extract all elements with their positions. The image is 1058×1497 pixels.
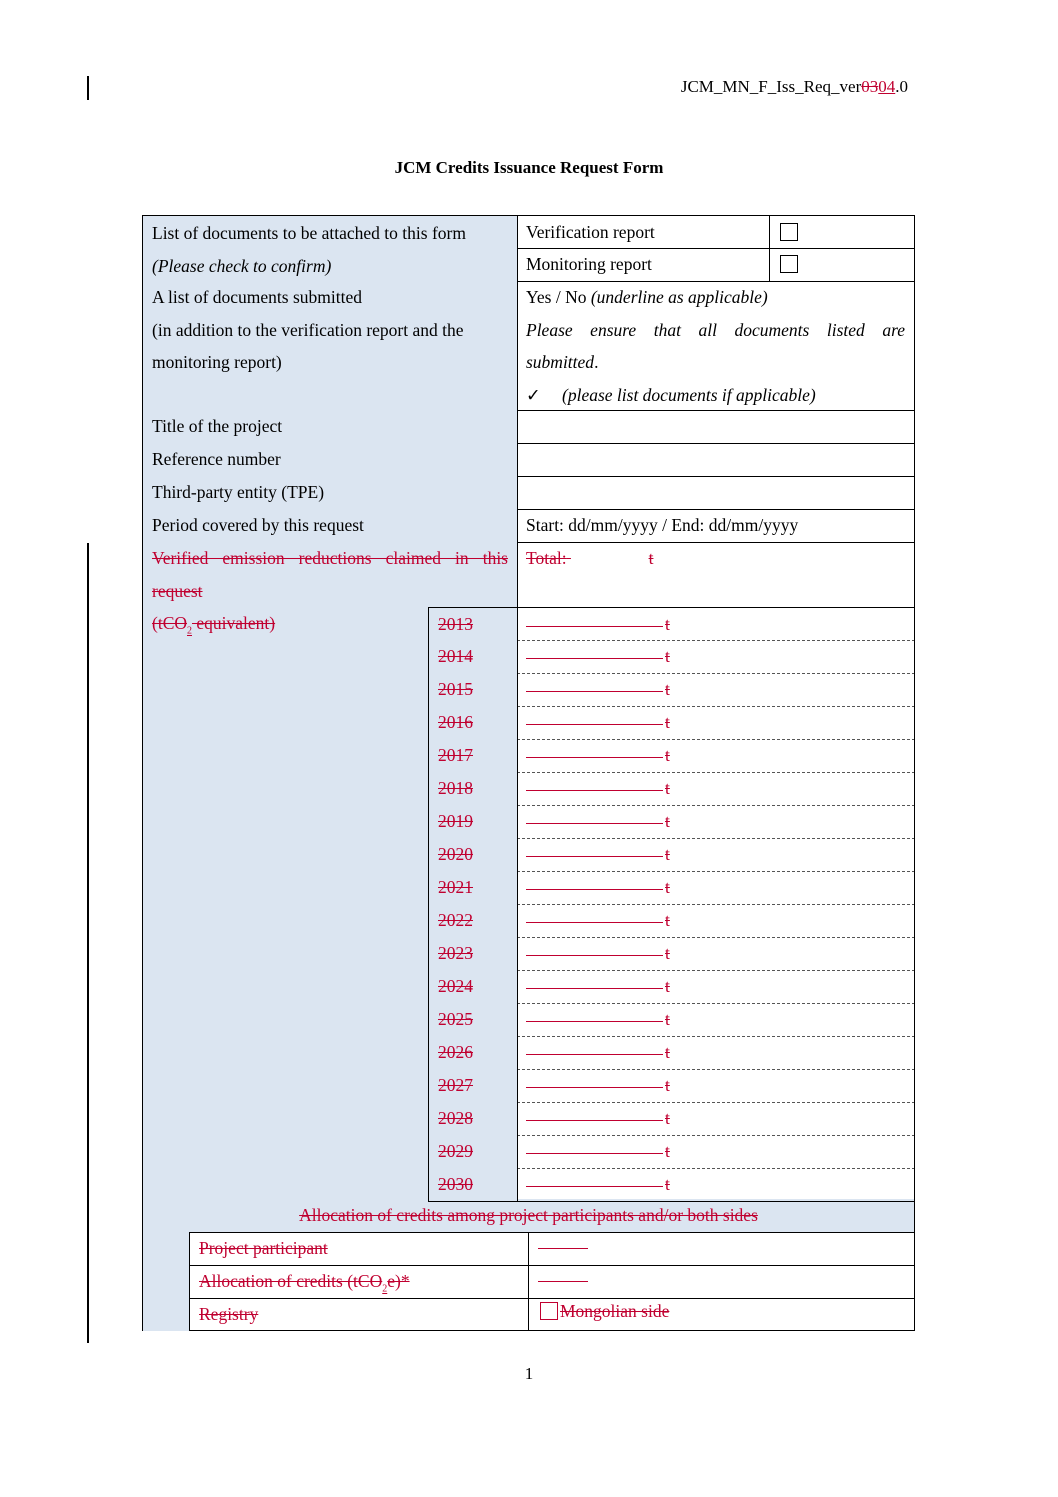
code-inserted-version: 04 xyxy=(878,77,896,96)
yes-no-text[interactable]: Yes / No xyxy=(526,287,591,307)
tpe-label-cell xyxy=(142,476,518,510)
mongolian-side-label: Mongolian side xyxy=(560,1301,670,1321)
year-value-blank xyxy=(526,1152,663,1154)
year-value-blank xyxy=(526,1119,663,1121)
period-value: Start: dd/mm/yyyy / End: dd/mm/yyyy xyxy=(526,515,799,535)
year-value-cell-2016[interactable] xyxy=(517,706,915,740)
emissions-label-line1: Verified emission reductions claimed in this xyxy=(152,548,508,568)
year-value-cell-2020[interactable] xyxy=(517,838,915,872)
year-cell-2029 xyxy=(428,1135,518,1169)
reference-number-value-cell[interactable] xyxy=(517,443,915,477)
year-cell-2018 xyxy=(428,772,518,806)
yes-no-line xyxy=(526,281,905,314)
year-value-unit: t xyxy=(665,679,670,699)
year-value-blank xyxy=(526,987,663,989)
project-participant-value-cell[interactable] xyxy=(528,1232,915,1266)
project-participant-label: Project participant xyxy=(199,1238,328,1258)
submitted-value-cell xyxy=(517,281,915,411)
year-value-blank xyxy=(526,723,663,725)
project-participant-label-cell xyxy=(189,1232,529,1266)
allocation-credits-value-cell[interactable] xyxy=(528,1265,915,1299)
year-value-blank xyxy=(526,690,663,692)
year-value-blank xyxy=(526,789,663,791)
allocation-side-shade xyxy=(142,1232,190,1331)
year-label: 2021 xyxy=(438,877,473,897)
project-participant-blank xyxy=(538,1248,588,1249)
year-cell-2023 xyxy=(428,937,518,971)
submitted-label-line2: (in addition to the verification report and the xyxy=(152,319,464,340)
year-cell-2025 xyxy=(428,1003,518,1037)
ensure-line2: submitted. xyxy=(526,352,599,372)
year-value-unit: t xyxy=(665,976,670,996)
year-value-blank xyxy=(526,954,663,956)
year-label: 2025 xyxy=(438,1009,473,1029)
allocation-heading: Allocation of credits among project participants and/or both sides xyxy=(299,1205,758,1225)
allocation-heading-cell xyxy=(142,1199,915,1233)
year-cell-2028 xyxy=(428,1102,518,1136)
year-value-blank xyxy=(526,1185,663,1187)
year-cell-2024 xyxy=(428,970,518,1004)
period-label-cell xyxy=(142,509,518,543)
monitoring-report-cell xyxy=(517,248,770,282)
year-cell-2030 xyxy=(428,1168,518,1202)
registry-label: Registry xyxy=(199,1304,259,1324)
year-value-blank xyxy=(526,822,663,824)
year-label: 2014 xyxy=(438,646,473,666)
year-cell-2019 xyxy=(428,805,518,839)
year-value-unit: t xyxy=(665,1108,670,1128)
year-value-unit: t xyxy=(665,1075,670,1095)
list-documents-note: (please list documents if applicable) xyxy=(562,384,816,405)
yes-no-note: (underline as applicable) xyxy=(590,287,768,307)
document-code: JCM_MN_F_Iss_Req_ver0304.0 xyxy=(680,77,908,96)
allocation-credits-blank xyxy=(538,1281,588,1282)
total-cell xyxy=(517,542,915,608)
year-value-blank xyxy=(526,888,663,890)
year-value-unit: t xyxy=(665,778,670,798)
year-value-cell-2027[interactable] xyxy=(517,1069,915,1103)
verification-report-cell xyxy=(517,215,770,249)
attachments-label-cell xyxy=(142,215,518,282)
registry-label-cell xyxy=(189,1298,529,1331)
monitoring-report-label: Monitoring report xyxy=(526,254,652,274)
year-label: 2028 xyxy=(438,1108,473,1128)
year-value-cell-2026[interactable] xyxy=(517,1036,915,1070)
year-label: 2017 xyxy=(438,745,473,765)
year-value-unit: t xyxy=(665,811,670,831)
year-value-unit: t xyxy=(665,844,670,864)
year-cell-2027 xyxy=(428,1069,518,1103)
allocation-credits-label: Allocation of credits (tCO$_2$e)* xyxy=(199,1271,410,1295)
project-title-label-cell xyxy=(142,410,518,444)
year-value-cell-2013[interactable] xyxy=(517,607,915,641)
revision-bar-top xyxy=(87,76,89,100)
submitted-label-cell xyxy=(142,281,518,411)
verification-report-label: Verification report xyxy=(526,222,655,242)
monitoring-checkbox-cell xyxy=(769,248,915,282)
year-value-unit: t xyxy=(665,712,670,732)
code-deleted-version: 03 xyxy=(861,77,879,96)
year-value-blank xyxy=(526,625,663,627)
year-value-cell-2028[interactable] xyxy=(517,1102,915,1136)
year-value-cell-2017[interactable] xyxy=(517,739,915,773)
year-value-blank xyxy=(526,756,663,758)
year-label: 2019 xyxy=(438,811,473,831)
revision-bar-side xyxy=(87,543,89,1343)
year-value-cell-2025[interactable] xyxy=(517,1003,915,1037)
year-value-cell-2029[interactable] xyxy=(517,1135,915,1169)
year-value-cell-2021[interactable] xyxy=(517,871,915,905)
year-value-cell-2022[interactable] xyxy=(517,904,915,938)
year-label: 2027 xyxy=(438,1075,473,1095)
year-value-blank xyxy=(526,657,663,659)
year-value-cell-2015[interactable] xyxy=(517,673,915,707)
year-value-blank xyxy=(526,855,663,857)
submitted-label-line3: monitoring report) xyxy=(152,352,282,372)
page-title: JCM Credits Issuance Request Form xyxy=(394,158,664,177)
year-value-unit: t xyxy=(665,646,670,666)
year-label: 2016 xyxy=(438,712,473,732)
attachments-label: List of documents to be attached to this form xyxy=(152,223,466,243)
year-value-blank xyxy=(526,1053,663,1055)
project-title-label: Title of the project xyxy=(152,416,283,436)
total-unit: t xyxy=(648,548,654,568)
year-cell-2022 xyxy=(428,904,518,938)
year-label: 2026 xyxy=(438,1042,473,1062)
year-value-unit: t xyxy=(665,1042,670,1062)
attachments-note: (Please check to confirm) xyxy=(152,255,332,276)
check-mark-icon: ✓ xyxy=(526,384,541,405)
year-value-cell-2023[interactable] xyxy=(517,937,915,971)
year-value-blank xyxy=(526,1020,663,1022)
reference-number-label-cell xyxy=(142,443,518,477)
year-cell-2014 xyxy=(428,640,518,674)
year-value-unit: t xyxy=(665,943,670,963)
ensure-line1: Please ensure that all documents listed are xyxy=(526,319,905,340)
year-label: 2022 xyxy=(438,910,473,930)
year-value-unit: t xyxy=(665,1174,670,1194)
year-cell-2016 xyxy=(428,706,518,740)
year-value-cell-2024[interactable] xyxy=(517,970,915,1004)
year-value-cell-2019[interactable] xyxy=(517,805,915,839)
year-label: 2024 xyxy=(438,976,473,996)
year-label: 2013 xyxy=(438,614,473,634)
submitted-label-line1: A list of documents submitted xyxy=(152,287,362,307)
year-value-unit: t xyxy=(665,910,670,930)
year-value-unit: t xyxy=(665,1141,670,1161)
verification-checkbox-cell xyxy=(769,215,915,249)
year-value-cell-2014[interactable] xyxy=(517,640,915,674)
registry-value-cell xyxy=(528,1298,915,1331)
year-label: 2023 xyxy=(438,943,473,963)
year-value-cell-2030[interactable] xyxy=(517,1168,915,1202)
project-title-value-cell[interactable] xyxy=(517,410,915,444)
year-cell-2026 xyxy=(428,1036,518,1070)
monitoring-report-checkbox[interactable] xyxy=(780,255,798,273)
emissions-label-line2: request xyxy=(152,580,203,601)
emissions-label-line3: (tCO$_2$ equivalent) xyxy=(152,613,276,637)
total-label: Total: xyxy=(526,548,567,568)
year-value-cell-2018[interactable] xyxy=(517,772,915,806)
period-label: Period covered by this request xyxy=(152,515,364,535)
year-label: 2018 xyxy=(438,778,473,798)
verification-report-checkbox[interactable] xyxy=(780,223,798,241)
year-label: 2030 xyxy=(438,1174,473,1194)
year-cell-2021 xyxy=(428,871,518,905)
allocation-credits-label-cell xyxy=(189,1265,529,1299)
year-value-unit: t xyxy=(665,614,670,634)
year-cell-2020 xyxy=(428,838,518,872)
period-value-cell[interactable] xyxy=(517,509,915,543)
year-label: 2020 xyxy=(438,844,473,864)
year-cell-2013 xyxy=(428,607,518,641)
reference-number-label: Reference number xyxy=(152,449,281,469)
year-value-blank xyxy=(526,1086,663,1088)
year-value-unit: t xyxy=(665,745,670,765)
tpe-label: Third-party entity (TPE) xyxy=(152,482,325,502)
year-cell-2015 xyxy=(428,673,518,707)
tpe-value-cell[interactable] xyxy=(517,476,915,510)
year-value-blank xyxy=(526,921,663,923)
list-documents-line xyxy=(526,379,905,412)
year-cell-2017 xyxy=(428,739,518,773)
mongolian-side-checkbox[interactable] xyxy=(540,1302,558,1320)
year-value-unit: t xyxy=(665,1009,670,1029)
year-label: 2029 xyxy=(438,1141,473,1161)
year-value-unit: t xyxy=(665,877,670,897)
page-number: 1 xyxy=(524,1364,534,1383)
year-label: 2015 xyxy=(438,679,473,699)
issuance-request-form xyxy=(142,215,915,1331)
